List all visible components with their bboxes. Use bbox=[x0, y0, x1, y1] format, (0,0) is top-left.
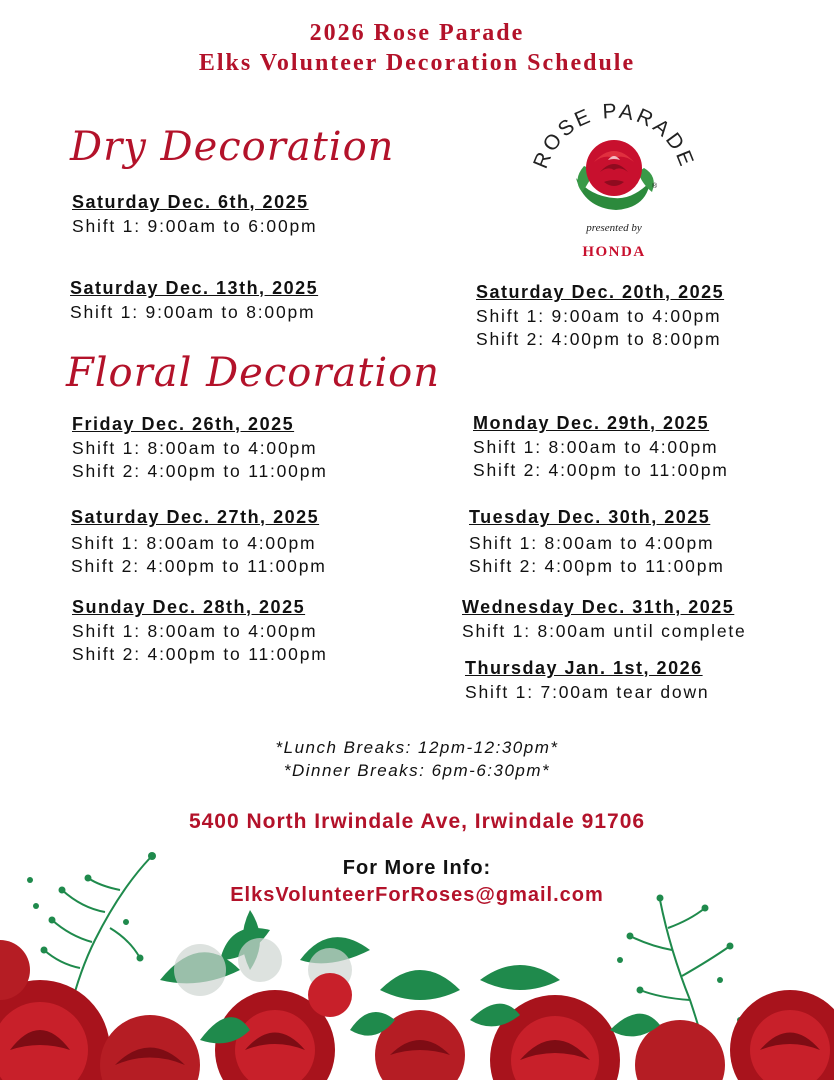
contact-email-link[interactable]: ElksVolunteerForRoses@gmail.com bbox=[230, 884, 604, 906]
dry-entry-3-shift-1: Shift 1: 9:00am to 4:00pm bbox=[476, 306, 722, 326]
presented-by-text: presented by bbox=[586, 222, 642, 234]
floral-entry-2-shift-1: Shift 1: 8:00am to 4:00pm bbox=[71, 533, 317, 553]
honda-logo-text: HONDA bbox=[582, 244, 646, 260]
dry-entry-1-shift-1: Shift 1: 9:00am to 6:00pm bbox=[72, 216, 318, 236]
floral-entry-7-shift-1: Shift 1: 7:00am tear down bbox=[465, 682, 710, 702]
dry-entry-1-day: Saturday Dec. 6th, 2025 bbox=[72, 192, 309, 212]
floral-entry-2-shift-2: Shift 2: 4:00pm to 11:00pm bbox=[71, 556, 327, 576]
floral-entry-6-shift-1: Shift 1: 8:00am until complete bbox=[462, 621, 747, 641]
dinner-break-note: *Dinner Breaks: 6pm-6:30pm* bbox=[283, 761, 551, 780]
floral-entry-2 bbox=[71, 507, 327, 578]
dry-entry-3-shift-2: Shift 2: 4:00pm to 8:00pm bbox=[476, 329, 722, 349]
floral-entry-5-day: Tuesday Dec. 30th, 2025 bbox=[469, 507, 711, 527]
dry-entry-2-shift-1: Shift 1: 9:00am to 8:00pm bbox=[70, 302, 316, 322]
dry-entry-2 bbox=[70, 278, 318, 324]
floral-entry-3-shift-1: Shift 1: 8:00am to 4:00pm bbox=[72, 621, 318, 641]
floral-entry-4-shift-2: Shift 2: 4:00pm to 11:00pm bbox=[473, 460, 729, 480]
floral-entry-4-day: Monday Dec. 29th, 2025 bbox=[473, 413, 710, 433]
title-line-2: Elks Volunteer Decoration Schedule bbox=[198, 50, 636, 76]
floral-entry-1-day: Friday Dec. 26th, 2025 bbox=[72, 414, 295, 434]
rose-logo-icon bbox=[524, 96, 704, 226]
floral-entry-2-day: Saturday Dec. 27th, 2025 bbox=[71, 507, 320, 527]
floral-entry-3-day: Sunday Dec. 28th, 2025 bbox=[72, 597, 306, 617]
floral-entry-1-shift-2: Shift 2: 4:00pm to 11:00pm bbox=[72, 461, 328, 481]
floral-entry-3-shift-2: Shift 2: 4:00pm to 11:00pm bbox=[72, 644, 328, 664]
title-line-1: 2026 Rose Parade bbox=[309, 20, 525, 46]
dry-entry-3-day: Saturday Dec. 20th, 2025 bbox=[476, 282, 725, 302]
floral-entry-6-day: Wednesday Dec. 31th, 2025 bbox=[462, 597, 735, 617]
rose-parade-logo bbox=[524, 96, 704, 268]
floral-entry-3 bbox=[72, 597, 328, 666]
floral-entry-1-shift-1: Shift 1: 8:00am to 4:00pm bbox=[72, 438, 318, 458]
dry-entry-1 bbox=[72, 192, 317, 238]
logo-arc-text: ROSE PARADE bbox=[529, 99, 699, 172]
floral-entry-7 bbox=[465, 658, 709, 704]
floral-entry-6 bbox=[462, 597, 747, 643]
floral-entry-7-day: Thursday Jan. 1st, 2026 bbox=[465, 658, 703, 678]
dry-entry-3 bbox=[476, 282, 724, 351]
more-info-label: For More Info: bbox=[342, 857, 492, 879]
floral-entry-5 bbox=[469, 507, 725, 578]
floral-entry-1 bbox=[72, 414, 328, 483]
floral-entry-5-shift-1: Shift 1: 8:00am to 4:00pm bbox=[469, 533, 715, 553]
lunch-break-note: *Lunch Breaks: 12pm-12:30pm* bbox=[275, 738, 559, 757]
floral-entry-4-shift-1: Shift 1: 8:00am to 4:00pm bbox=[473, 437, 719, 457]
dry-decoration-heading: Dry Decoration bbox=[70, 124, 395, 170]
floral-entry-5-shift-2: Shift 2: 4:00pm to 11:00pm bbox=[469, 556, 725, 576]
floral-entry-4 bbox=[473, 413, 729, 482]
venue-address: 5400 North Irwindale Ave, Irwindale 91706 bbox=[188, 810, 646, 833]
svg-text:®: ® bbox=[652, 183, 658, 190]
floral-decoration-heading: Floral Decoration bbox=[66, 350, 441, 396]
dry-entry-2-day: Saturday Dec. 13th, 2025 bbox=[70, 278, 319, 298]
